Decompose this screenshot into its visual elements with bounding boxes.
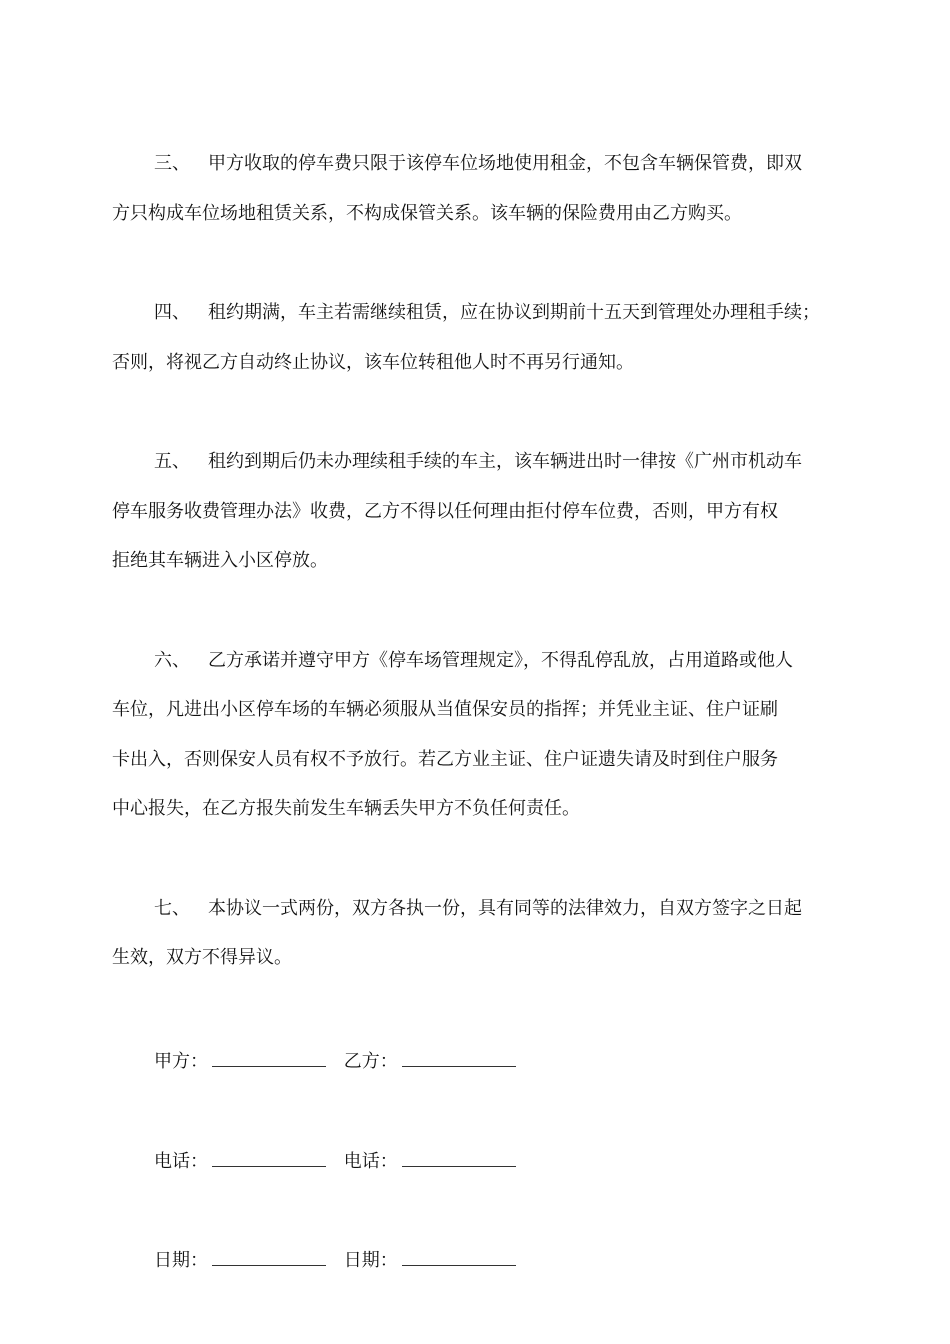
clause-6-line-1 [154,649,793,673]
party-a-blank[interactable] [212,1065,326,1067]
date-b-label: 日期： [343,1250,398,1271]
party-a-label: 甲方： [154,1051,208,1072]
clause-6-text-1: 乙方承诺并遵守甲方《停车场管理规定》，不得乱停乱放，占用道路或他人 [208,650,793,671]
clause-5-line-2: 停车服务收费管理办法》收费，乙方不得以任何理由拒付停车位费，否则，甲方有权 [112,501,778,522]
clause-3-line-1 [154,152,802,176]
clause-7-line-1 [154,897,802,921]
clause-3-line-2: 方只构成车位场地租赁关系，不构成保管关系。该车辆的保险费用由乙方购买。 [112,203,742,224]
party-a-field [154,1050,326,1074]
phone-b-field [344,1150,516,1174]
clause-4-number: 四、 [154,302,190,323]
clause-7-text-1: 本协议一式两份，双方各执一份，具有同等的法律效力，自双方签字之日起 [208,898,802,919]
party-b-label: 乙方： [343,1051,398,1072]
signature-party-row [154,1050,516,1074]
phone-b-label: 电话： [343,1151,398,1172]
date-b-field [344,1249,516,1273]
clause-4-line-1 [154,301,820,325]
clause-7-line-2: 生效，双方不得异议。 [112,947,292,968]
clause-7-number: 七、 [154,898,190,919]
phone-a-blank[interactable] [212,1165,326,1167]
date-a-blank[interactable] [212,1264,326,1266]
clause-6-line-4: 中心报失，在乙方报失前发生车辆丢失甲方不负任何责任。 [112,798,580,819]
clause-6-line-2: 车位，凡进出小区停车场的车辆必须服从当值保安员的指挥；并凭业主证、住户证刷 [112,699,778,720]
clause-6-line-3: 卡出入，否则保安人员有权不予放行。若乙方业主证、住户证遗失请及时到住户服务 [112,749,778,770]
clause-6-number: 六、 [154,650,190,671]
date-a-field [154,1249,326,1273]
clause-4-line-2: 否则，将视乙方自动终止协议，该车位转租他人时不再另行通知。 [112,352,634,373]
clause-4-text-1: 租约期满，车主若需继续租赁，应在协议到期前十五天到管理处办理租手续； [208,302,820,323]
clause-5-text-1: 租约到期后仍未办理续租手续的车主，该车辆进出时一律按《广州市机动车 [208,451,802,472]
clause-5-number: 五、 [154,451,190,472]
party-b-blank[interactable] [402,1065,516,1067]
clause-3-text-1: 甲方收取的停车费只限于该停车位场地使用租金，不包含车辆保管费，即双 [208,153,802,174]
date-b-blank[interactable] [402,1264,516,1266]
party-b-field [344,1050,516,1074]
phone-a-label: 电话： [154,1151,208,1172]
date-a-label: 日期： [154,1250,208,1271]
signature-phone-row [154,1150,516,1174]
clause-5-line-3: 拒绝其车辆进入小区停放。 [112,550,328,571]
phone-a-field [154,1150,326,1174]
signature-date-row [154,1249,516,1273]
clause-5-line-1 [154,450,802,474]
phone-b-blank[interactable] [402,1165,516,1167]
clause-3-number: 三、 [154,153,190,174]
